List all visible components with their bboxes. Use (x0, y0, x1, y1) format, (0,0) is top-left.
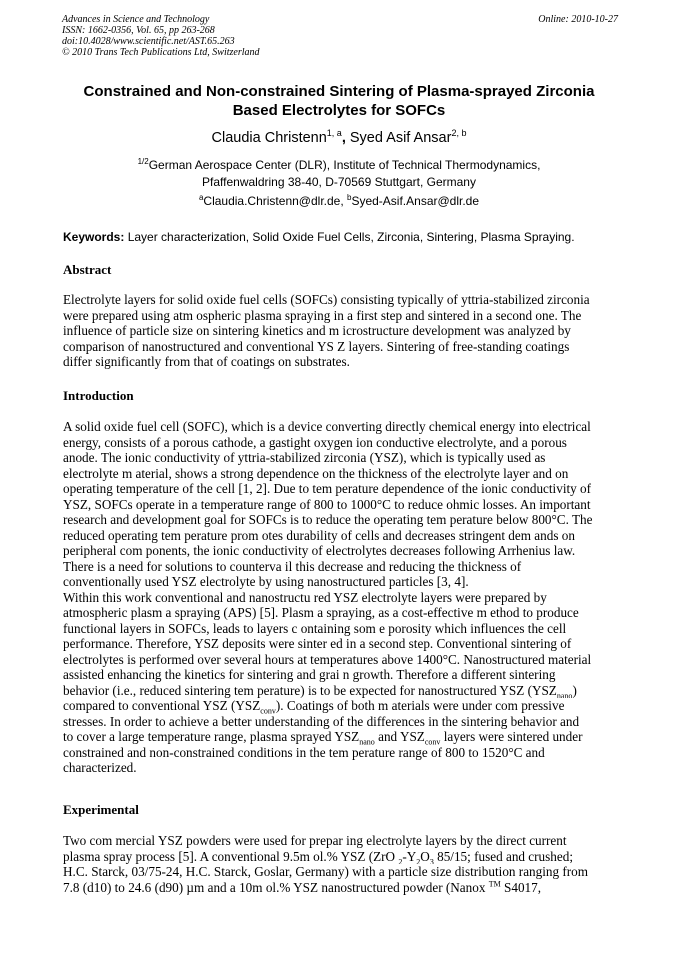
affiliation (40, 157, 638, 191)
experimental-body (63, 833, 616, 895)
experimental-heading: Experimental (63, 802, 139, 817)
intro-line: anode. The ionic conductivity of yttria-stabilized zirconia (YSZ), which is typically used as (63, 450, 546, 465)
intro-line: characterized. (63, 760, 137, 775)
experimental-line: Two com mercial YSZ powders were used for prepar ing electrolyte layers by the direct current (63, 833, 567, 848)
email-b-sup: b (347, 193, 352, 202)
trademark-sup: TM (488, 879, 501, 889)
intro-line: to cover a large temperature range, plasma sprayed $YSZ_{nano}$ and $YSZ_{conv}$ layers were sintered under (63, 729, 616, 745)
author-1-affiliation: 1, a (326, 128, 342, 139)
intro-line: electrolyte m aterial, shows a strong dependence on the thickness of the electrolyte layer and on (63, 465, 569, 481)
intro-line: operating temperature of the cell [1, 2]. Due to tem perature dependence of the ionic conductivity of (63, 481, 592, 496)
subscript-conv: conv (424, 737, 441, 745)
intro-line: stresses. In order to achieve a better understanding of the differences in the sintering behavior and (63, 713, 580, 729)
author-2-affiliation: 2, b (451, 128, 467, 139)
email-a: Claudia.Christenn@dlr.de, (203, 194, 347, 208)
keywords (63, 230, 623, 245)
abstract-line: differ significantly from that of coatings on substrates. (63, 354, 350, 369)
intro-line: A solid oxide fuel cell (SOFC), which is a device converting directly chemical energy into electrical (63, 419, 591, 434)
email-b: Syed-Asif.Ansar@dlr.de (351, 194, 480, 208)
affiliation-line-2: Pfaffenwaldring 38-40, D-70569 Stuttgart, Germany (202, 175, 476, 189)
email-a-sup: a (198, 193, 204, 202)
intro-line: behavior (i.e., reduced sintering tem perature) is to be expected for nanostructured YSZ $(YSZ_{nano})$ (63, 683, 616, 699)
intro-line: electrolytes is performed over several hours at temperatures above 1400°C. Nanostructured material (63, 651, 592, 667)
experimental-line: 7.8 (d10) to 24.6 (d90) µm and a 10m ol.% YSZ nanostructured powder (Nanox ™ S4017, (63, 879, 542, 895)
intro-line: atmospheric plasm a spraying (APS) [5]. Plasm a spraying, as a cost-effective m ethod to produce (63, 605, 579, 620)
journal-name: Advances in Science and Technology (62, 14, 210, 25)
affiliation-sup: 1/2 (137, 157, 149, 166)
intro-line: constrained and non-constrained conditions in the tem perature range of 800 to 1520°C and (63, 744, 545, 760)
intro-line: research and development goal for SOFCs is to reduce the operating tem perature below 800°C. The (63, 512, 593, 527)
experimental-line: plasma spray process [5]. A conventional 9.5m ol.% YSZ (ZrO $_2-Y_2O_3$ 85/15; fused and crushed; (63, 848, 573, 864)
abstract-heading: Abstract (63, 262, 112, 277)
abstract-line: comparison of nanostructured and conventional YS Z layers. Sintering of free-standing coatings (63, 338, 570, 354)
keywords-label: Keywords: (63, 230, 125, 244)
intro-line: functional layers in SOFCs, leads to layers c ontaining som e porosity which influences the cell (63, 620, 567, 636)
abstract-body (63, 292, 616, 370)
journal-header (62, 14, 618, 58)
author-1: Claudia Christenn (211, 130, 327, 146)
author-2: Syed Asif Ansar (349, 130, 452, 146)
intro-line: energy, consists of a porous cathode, a gastight oxygen ion conductive electrolyte, and a porous (63, 434, 567, 450)
author-separator: , (341, 130, 350, 146)
abstract-line: Electrolyte layers for solid oxide fuel cells (SOFCs) consisting typically of yttria-stabilized zirconia (63, 292, 590, 307)
intro-line: There is a need for solutions to counterva il this decrease and reducing the thickness of (63, 558, 522, 574)
title-line-2: Based Electrolytes for SOFCs (232, 102, 446, 119)
author-emails (40, 194, 638, 209)
journal-info (62, 14, 618, 58)
intro-line: Within this work conventional and nanostructu red YSZ electrolyte layers were prepared by (63, 589, 547, 605)
affiliation-line-1: $^{1/2}$German Aerospace Center (DLR), Institute of Technical Thermodynamics, (137, 157, 541, 172)
intro-line: peripheral com ponents, the ionic conductivity of electrolytes decreases following Arrhenius law. (63, 543, 576, 558)
journal-issn: ISSN: 1662-0356, Vol. 65, pp 263-268 (62, 25, 215, 36)
experimental-line: H.C. Starck, 03/75-24, H.C. Starck, Goslar, Germany) with a particle size distribution ranging from (63, 864, 589, 879)
introduction-heading: Introduction (63, 388, 134, 403)
introduction-body (63, 419, 616, 776)
online-date: Online: 2010-10-27 (538, 14, 618, 25)
author-list (40, 129, 638, 147)
intro-line: conventionally used YSZ electrolyte by using nanostructured particles [3, 4]. (63, 574, 469, 589)
abstract-line: influence of particle size on sintering kinetics and m icrostructure development was analyzed by (63, 323, 571, 338)
title-line-1: Constrained and Non-constrained Sintering of Plasma-sprayed Zirconia (83, 83, 595, 100)
paper-title (40, 82, 638, 120)
intro-line: reduced operating tem perature prom otes durability of cells and decreases stringent dem ands on (63, 527, 575, 543)
keywords-text: Layer characterization, Solid Oxide Fuel Cells, Zirconia, Sintering, Plasma Spraying. (124, 230, 575, 244)
intro-line: YSZ, SOFCs operate in a temperature range of 800 to 1000°C to reduce ohmic losses. An important (63, 496, 591, 512)
subscript-nano: nano (556, 691, 573, 698)
intro-line: performance. Therefore, YSZ deposits were sinter ed in a second step. Conventional sintering of (63, 636, 572, 651)
journal-copyright: © 2010 Trans Tech Publications Ltd, Switzerland (62, 47, 260, 58)
abstract-line: were prepared using atm ospheric plasma spraying in a first step and sintered in a second one. The (63, 307, 582, 323)
intro-line: compared to conventional YSZ $(YSZ_{conv})$. Coatings of both m aterials were under com pressive (63, 698, 616, 714)
subscript-conv: conv (260, 706, 276, 714)
subscript-nano: nano (359, 737, 375, 745)
intro-line: assisted enhancing the kinetics for sintering and grai n growth. Therefore a different sintering (63, 667, 556, 682)
journal-doi: doi:10.4028/www.scientific.net/AST.65.263 (62, 36, 235, 47)
